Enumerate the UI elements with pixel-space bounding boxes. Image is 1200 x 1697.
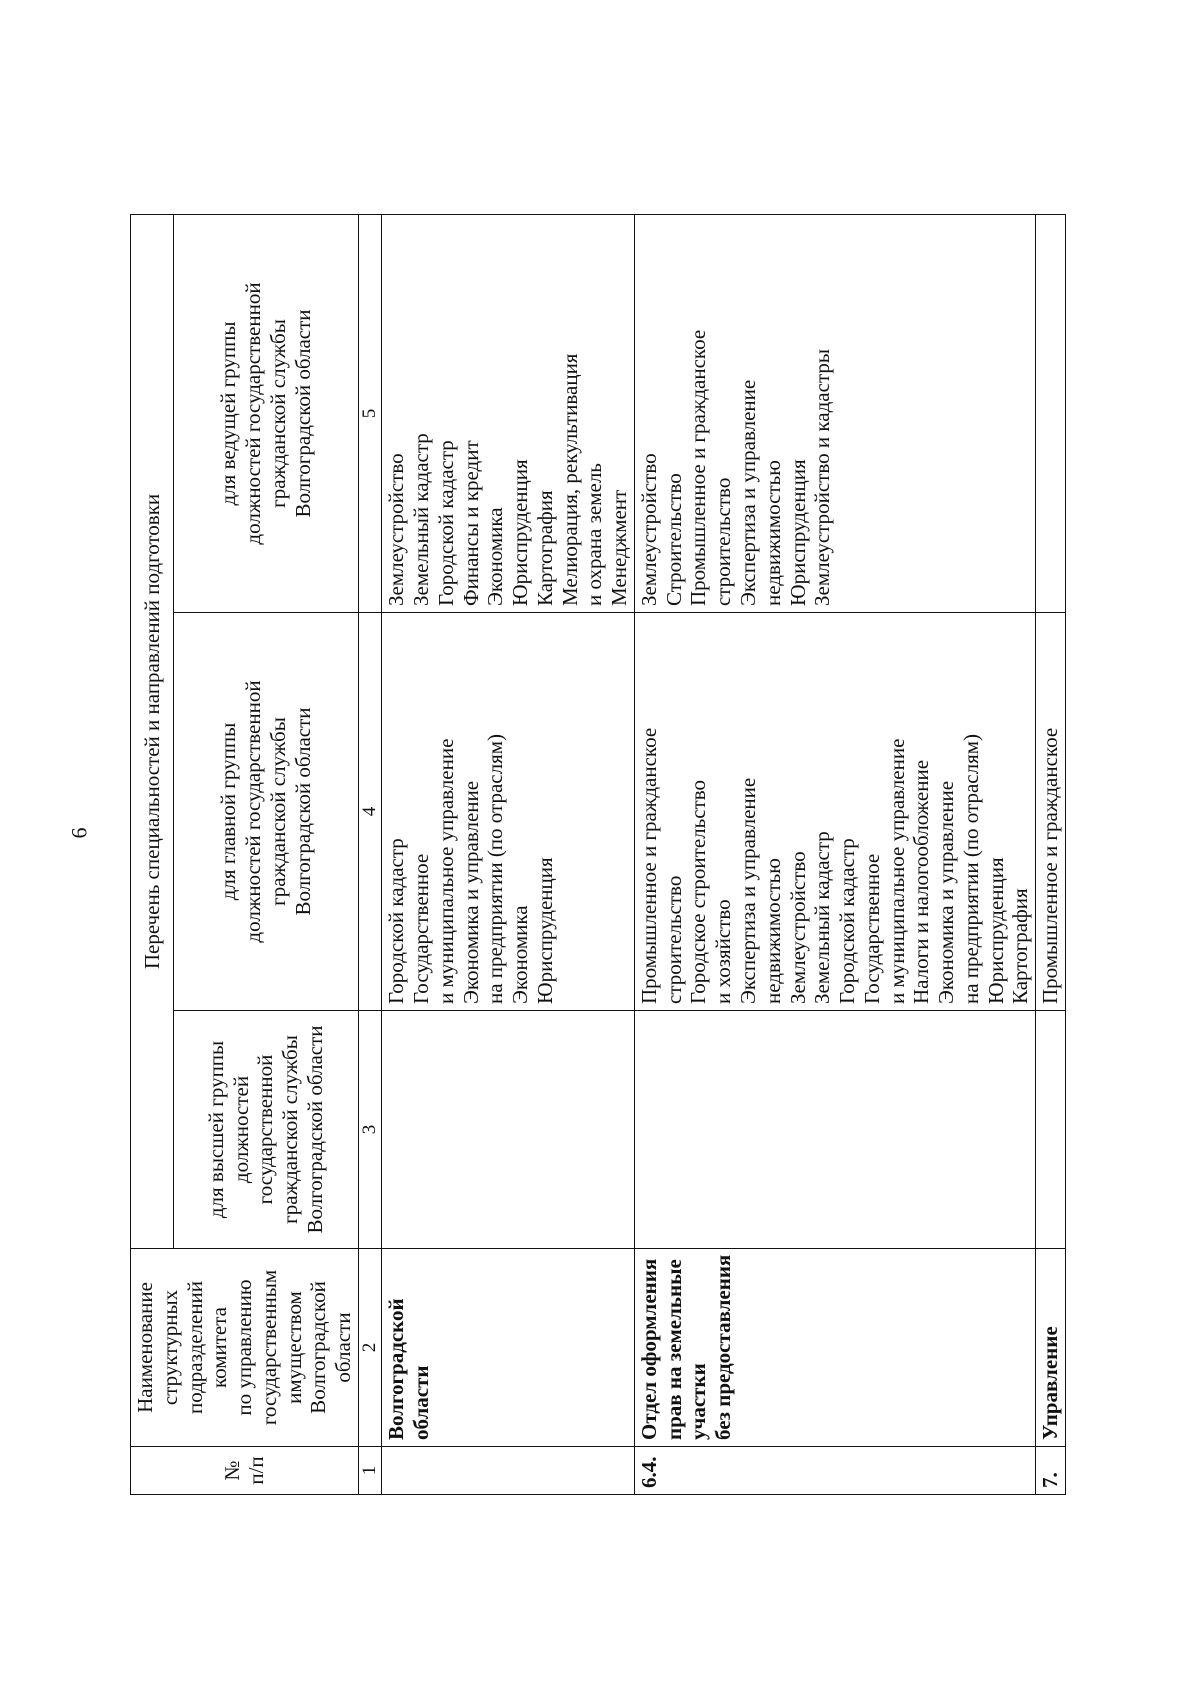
text-line: Городской кадастр [384,838,409,1004]
text-line: и хозяйство [711,899,736,1004]
row-col5 [1036,215,1066,613]
text-line: области [409,1365,434,1440]
text-line: структурных [157,1289,182,1406]
text-line: Промышленное и гражданское [636,727,661,1004]
text-line: без предоставления [711,1254,736,1440]
text-line: Экономика [508,905,533,1004]
table-row [382,215,635,1495]
row-name [1036,1249,1066,1447]
text-line: Картография [1008,888,1033,1004]
column-number: 1 [358,1447,381,1495]
text-line: строительство [711,477,736,606]
row-name [382,1249,635,1447]
text-line: Государственное [859,853,884,1004]
text-line: на предприятии (по отраслям) [483,733,508,1004]
text-line: Управление [1038,1326,1063,1440]
text-line: для главной группы [216,722,241,901]
row-num: 7. [1036,1447,1066,1495]
row-col4 [1036,613,1066,1011]
header-group-title: Перечень специальностей и направлений подготовки [131,215,174,1249]
text-line: Землеустройство и кадастры [810,349,835,606]
text-line: Мелиорация, рекультивация [557,353,582,606]
text-line: Экспертиза и управление [736,379,761,606]
text-line: и муниципальное управление [433,738,458,1004]
specialties-table [130,214,1066,1495]
text-line: Юриспруденция [983,857,1008,1004]
text-line: на предприятии (по отраслям) [958,733,983,1004]
text-line: недвижимостью [760,858,785,1004]
text-line: Землеустройство [785,851,810,1004]
text-line: должностей государственной [241,680,266,943]
text-line: Экспертиза и управление [736,777,761,1004]
row-col3 [634,1011,1035,1249]
row-num [382,1447,635,1495]
text-line: участки [686,1363,711,1440]
text-line: Земельный кадастр [409,433,434,606]
header-num: № п/п [131,1447,359,1495]
text-line: Землеустройство [384,453,409,606]
column-numbers-row [358,215,381,1495]
text-line: для ведущей группы [216,321,241,506]
text-line: Промышленное и гражданское [1038,727,1063,1004]
header-col5 [173,215,358,613]
text-line: Отдел оформления [636,1258,661,1440]
row-name [634,1249,1035,1447]
text-line: недвижимостью [760,460,785,606]
text-line: гражданской службы [278,1035,303,1224]
row-col4 [382,613,635,1011]
text-line: области [331,1312,356,1383]
text-line: прав на земельные [661,1259,686,1440]
text-line: Налоги и налогообложение [909,759,934,1004]
text-line: Строительство [661,473,686,606]
text-line: Волгоградской области [302,1025,327,1234]
text-line: Городской кадастр [835,838,860,1004]
table-row [1036,215,1066,1495]
text-line: Наименование [133,1282,157,1413]
row-col4 [634,613,1035,1011]
text-line: Государственное [409,853,434,1004]
text-line: Городской кадастр [433,440,458,606]
column-number: 5 [358,215,381,613]
text-line: имуществом [281,1291,306,1404]
column-number: 3 [358,1011,381,1249]
text-line: Промышленное и гражданское [686,329,711,606]
row-col5 [634,215,1035,613]
text-line: комитета [207,1306,232,1389]
text-line: Юриспруденция [532,857,557,1004]
text-line: Экономика и управление [934,780,959,1004]
column-number: 2 [358,1249,381,1447]
text-line: Волгоградской [306,1281,331,1414]
text-line: Городское строительство [686,780,711,1004]
text-line: гражданской службы [265,717,290,906]
column-number: 4 [358,613,381,1011]
header-col4 [173,613,358,1011]
row-num: 6.4. [634,1447,1035,1495]
text-line: Волгоградской [384,1298,409,1440]
header-row-1 [131,215,174,1495]
text-line: подразделений [182,1280,207,1415]
text-line: Юриспруденция [785,459,810,606]
row-col3 [1036,1011,1066,1249]
text-line: должностей [228,1075,253,1184]
page-number: 6 [66,827,92,839]
text-line: Экономика и управление [458,780,483,1004]
text-line: Менеджмент [607,489,632,606]
text-line: Финансы и кредит [458,440,483,606]
row-col5 [382,215,635,613]
text-line: Волгоградской области [290,309,315,518]
text-line: для высшей группы [203,1040,228,1219]
text-line: строительство [661,875,686,1004]
text-line: Землеустройство [636,453,661,606]
text-line: и муниципальное управление [884,738,909,1004]
text-line: Волгоградской области [290,707,315,916]
text-line: Земельный кадастр [810,831,835,1004]
rotated-table-container [130,215,1090,1495]
table-row [634,215,1035,1495]
text-line: по управлению [232,1279,257,1416]
text-line: Юриспруденция [508,459,533,606]
text-line: государственным [256,1269,281,1426]
text-line: Экономика [483,507,508,606]
text-line: и охрана земель [582,463,607,606]
text-line: должностей государственной [241,282,266,545]
text-line: Картография [532,490,557,606]
text-line: государственной [253,1054,278,1205]
header-name [131,1249,359,1447]
text-line: гражданской службы [265,319,290,508]
row-col3 [382,1011,635,1249]
header-col3 [173,1011,358,1249]
